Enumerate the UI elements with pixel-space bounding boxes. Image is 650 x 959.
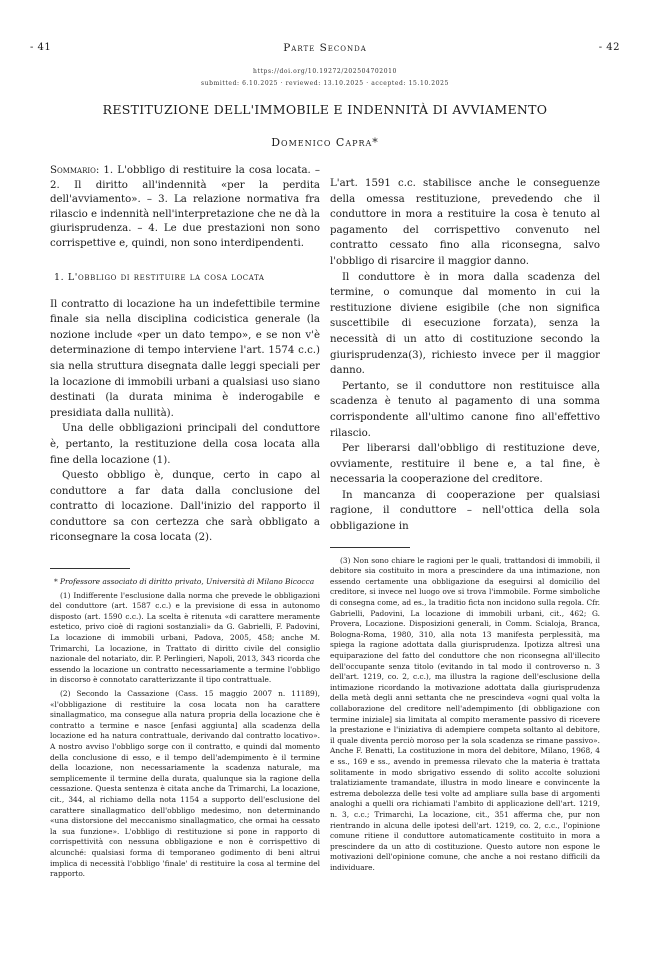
body-paragraph: Questo obbligo è, dunque, certo in capo al conduttore a far data dalla conclusione del contratto di locazione. Dall'inizio del rapporto il conduttore sa con certezza che sarà obbligato a riconsegnare la cosa locata (2).	[50, 470, 320, 544]
footnote-rule	[50, 568, 130, 569]
author-affiliation-note: * Professore associato di diritto privato, Università di Milano Bicocca	[54, 577, 315, 587]
footnotes-right	[330, 556, 600, 874]
footnote-1: (1) Indifferente l'esclusione dalla norma che prevede le obbligazioni del conduttore (art. 1587 c.c.) e la previsione di essa in autonomo disposto (art. 1590 c.c.). La scelta è ritenuta «di carattere meramente estetico, privo cioè di ragioni sostanziali» da G. Gabrielli, F. Padovini, La locazione di immobili urbani, Padova, 2005, 458; anche M. Trimarchi, La locazione, in Trattato di diritto civile del consiglio nazionale del notariato, dir. P. Perlingieri, Napoli, 2013, 343 ricorda che essendo la locazione un contratto necessariamente a termine l'obbligo in discorso è connotato caratterizzante il tipo contrattuale.	[50, 590, 320, 685]
abstract-text: 1. L'obbligo di restituire la cosa locata. – 2. Il diritto all'indennità «per la perdita dell'avviamento». – 3. La relazione normativa fra rilascio e indennità nell'interpretazione che ne dà la giurisprudenza. – 4. Le due prestazioni non sono corrispettive e, quindi, non sono interdipendenti.	[50, 165, 320, 249]
body-paragraph: Per liberarsi dall'obbligo di restituzione deve, ovviamente, restituire il bene e, a tal fine, è necessaria la cooperazione del creditore.	[330, 443, 600, 486]
footnote-2: (2) Secondo la Cassazione (Cass. 15 maggio 2007 n. 11189), «l'obbligazione di restituire la cosa locata non ha carattere sinallagmatico, ma consegue alla natura propria della locazione che è contratto a termine e nasce [enfasi aggiunta] alla scadenza della locazione ed ha natura contrattuale, derivando dal contratto locativo». A nostro avviso l'obbligo sorge con il contratto, e quindi dal momento della conclusione di esso, e il tempo dell'adempimento è il termine della locazione, non necessariamente la scadenza naturale, ma semplicemente il termine della durata, qualunque sia la ragione della cessazione. Questa sentenza è citata anche da Trimarchi, La locazione, cit., 344, al richiamo della nota 1154 a supporto dell'esclusione del carattere sinallagmatico dell'obbligo medesimo, non determinando «una distorsione del meccanismo sinallagmatico, che ormai ha cessato la sua funzione». L'obbligo di restituzione si pone in rapporto di corrispettività con nessuna obbligazione e non è corrispettivo di alcunché: qualsiasi forma di temporaneo godimento di beni altrui implica di necessità l'obbligo 'finale' di restituire la cosa al termine del rapporto.	[50, 689, 320, 879]
body-paragraph: Il contratto di locazione ha un indefettibile termine finale sia nella disciplina codicistica generale (la nozione include «per un dato tempo», e se non v'è determinazione di tempo interviene l'art. 1574 c.c.) sia nella struttura disegnata dalle leggi speciali per la locazione di immobili urbani a qualsiasi uso siano destinati (la durata minima è inderogabile e presidiata dalla nullità).	[50, 298, 320, 419]
article-title: RESTITUZIONE DELL'IMMOBILE E INDENNITÀ DI AVVIAMENTO	[102, 102, 548, 117]
body-paragraph: In mancanza di cooperazione per qualsiasi ragione, il conduttore – nell'ottica della sola obbligazione in	[330, 489, 600, 533]
body-paragraph: L'art. 1591 c.c. stabilisce anche le conseguenze della omessa restituzione, prevedendo che il conduttore in mora a restituire la cosa è tenuto al pagamento del corrispettivo convenuto nel contratto cessato fino alla riconsegna, salvo l'obbligo di risarcire il maggior danno.	[330, 178, 600, 267]
section-heading-1: 1. L'obbligo di restituire la cosa locata	[54, 271, 265, 283]
body-paragraph: Una delle obbligazioni principali del conduttore è, pertanto, la restituzione della cosa locata alla fine della locazione (1).	[50, 423, 320, 466]
article-author: Domenico Capra*	[271, 136, 379, 149]
abstract	[50, 164, 320, 252]
footnotes-left	[50, 577, 320, 880]
left-column	[50, 164, 320, 883]
page-number-left: - 41	[30, 42, 52, 53]
page-number-right: - 42	[598, 42, 620, 53]
body-paragraph: Il conduttore è in mora dalla scadenza del termine, o comunque dal momento in cui la restituzione diviene esigibile (che non significa suscettibile di esecuzione forzata), senza la necessità di un atto di costituzione secondo la giurisprudenza(3), richiesto invece per il maggior danno.	[330, 271, 600, 377]
body-paragraph: Pertanto, se il conduttore non restituisce alla scadenza è tenuto al pagamento di una somma corrispondente all'ultimo canone fino all'effettivo rilascio.	[330, 380, 600, 439]
footnote-3: (3) Non sono chiare le ragioni per le quali, trattandosi di immobili, il debitore sia costituito in mora a prescindere da una intimazione, non essendo certamente una obbligazione da eseguirsi al domicilio del creditore, si invece nel luogo ove si trova l'immobile. Forme simboliche di consegna come, ad es., la traditio ficta non incidono sulla regola. Cfr. Gabrielli, Padovini, La locazione di immobili urbani, cit., 462; G. Provera, Locazione. Disposizioni generali, in Comm. Scialoja, Branca, Bologna-Roma, 1980, 310, alla nota 13 manifesta perplessità, ma spiega la ragione adottata dalla giurisprudenza. Ipotizza altresì una equiparazione del fatto del conduttore che non riconsegna all'illecito dell'occupante senza titolo (evitando in tal modo il controverso n. 3 dell'art. 1219, co. 2, c.c.), ma illustra la ragione dell'esclusione della intimazione ricordando la motivazione adottata dalla giurisprudenza della metà degli anni settanta che ne prescindeva «ogni qual volta la collaborazione del creditore nell'adempimento [di obbligazione con termine iniziale] sia limitata al compito meramente passivo di ricevere la prestazione e l'iniziativa di adempiere competa soltanto al debitore, il quale diventa perciò moroso per la sola scadenza se rimane passivo». Anche F. Benatti, La costituzione in mora del debitore, Milano, 1968, 4 e ss., 169 e ss., avendo in premessa rilevato che la materia è trattata solitamente in modo sbrigativo essendo di solito accolte soluzioni tralatiziamente tramandate, illustra in modo lineare e convincente la estrema debolezza delle tesi volte ad ampliare sulla base di argomenti analoghi a quelli ora richiamati l'ambito di applicazione dell'art. 1219, n. 3, c.c.; Trimarchi, La locazione, cit., 351 afferma che, pur non rientrando in alcuna delle ipotesi dell'art. 1219, co. 2, c.c., l'opinione comune ritiene il conduttore automaticamente costituito in mora a prescindere da un atto di costituzione. Questo autore non espone le motivazioni dell'opinione comune, che anche a noi restano difficili da individuare.	[330, 555, 600, 872]
submission-dates: submitted: 6.10.2025 · reviewed: 13.10.2025 · accepted: 15.10.2025	[201, 80, 449, 87]
footnote-rule	[330, 547, 410, 548]
doi-line[interactable]: https://doi.org/10.19272/202504702010	[253, 68, 397, 75]
right-column	[330, 176, 600, 876]
running-title: Parte Seconda	[283, 42, 367, 54]
abstract-label: Sommario:	[50, 165, 100, 176]
